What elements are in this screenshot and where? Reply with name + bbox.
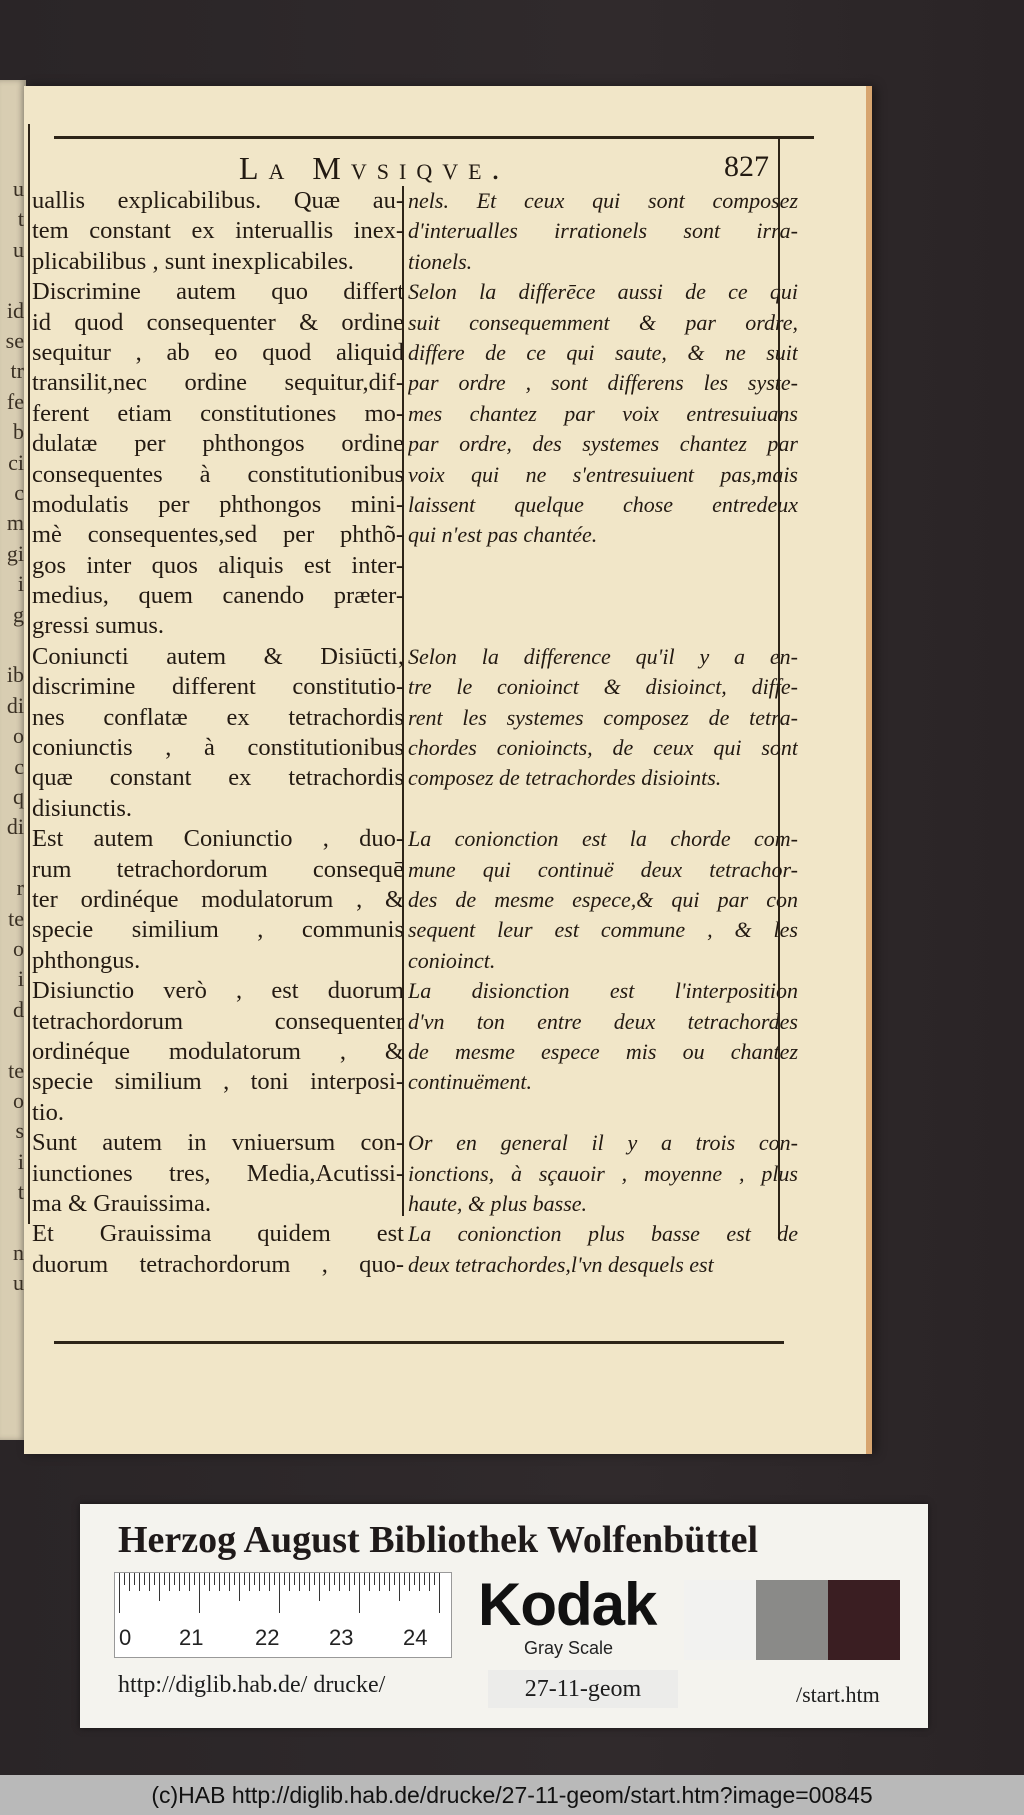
measurement-ruler <box>114 1572 452 1658</box>
french-column <box>408 186 798 1280</box>
ruler-tick <box>169 1573 170 1591</box>
ruler-label: 21 <box>179 1625 204 1650</box>
latin-line: Sunt autem in vniuersum con- <box>32 1129 404 1157</box>
ruler-tick <box>254 1573 255 1585</box>
ruler-tick <box>419 1573 420 1591</box>
french-line: mes chantez par voix entresuiuans <box>408 400 798 426</box>
french-line: rent les systemes composez de tetra- <box>408 704 798 730</box>
ruler-tick <box>304 1573 305 1585</box>
latin-line: coniunctis , à constitutionibus <box>32 734 404 762</box>
ruler-tick <box>414 1573 415 1585</box>
book-page <box>24 86 872 1454</box>
bottom-rule <box>54 1341 784 1344</box>
ruler-tick <box>349 1573 350 1591</box>
latin-line: Et Grauissima quidem est <box>32 1220 404 1248</box>
latin-line: medius, quem canendo præter- <box>32 582 404 610</box>
ruler-tick <box>309 1573 310 1591</box>
latin-line: specie similium , toni interposi- <box>32 1068 404 1096</box>
french-line: voix qui ne s'entresuiuent pas,mais <box>408 461 798 487</box>
left-border-rule <box>28 124 30 1224</box>
ruler-tick <box>379 1573 380 1591</box>
latin-line: rum tetrachordorum consequē <box>32 855 404 883</box>
latin-line: ferent etiam constitutiones mo- <box>32 399 404 427</box>
french-line: mune qui continuë deux tetrachor- <box>408 856 798 882</box>
ruler-tick <box>274 1573 275 1585</box>
ruler-tick <box>409 1573 410 1591</box>
strip-fragment: i <box>17 966 24 992</box>
strip-fragment: d <box>13 996 24 1022</box>
color-target-card <box>80 1504 928 1728</box>
french-line: differe de ce qui saute, & ne suit <box>408 339 798 365</box>
strip-fragment: c <box>14 480 24 505</box>
french-line: sequent leur est commune , & les <box>408 917 798 943</box>
french-line: deux tetrachordes,l'vn desquels est <box>408 1251 714 1277</box>
latin-line: Coniuncti autem & Disiūcti, <box>32 642 404 670</box>
french-line: La conionction est la chorde com- <box>408 826 798 852</box>
french-line: continuëment. <box>408 1069 533 1095</box>
french-line: haute, & plus basse. <box>408 1190 588 1216</box>
strip-fragment: o <box>13 936 24 961</box>
ruler-tick <box>439 1573 440 1613</box>
url-middle-part: 27-11-geom <box>488 1670 678 1708</box>
ruler-tick <box>244 1573 245 1585</box>
ruler-tick <box>189 1573 190 1591</box>
ruler-tick <box>269 1573 270 1591</box>
latin-line: ter ordinéque modulatorum , & <box>32 885 404 913</box>
ruler-tick <box>259 1573 260 1591</box>
french-line: La conionction plus basse est de <box>408 1221 798 1247</box>
blank-line <box>408 551 798 581</box>
ruler-tick <box>184 1573 185 1585</box>
url-right-part: /start.htm <box>796 1682 880 1707</box>
latin-line: Discrimine autem quo differt <box>32 278 404 306</box>
strip-fragment: c <box>14 753 24 779</box>
french-line: Or en general il y a trois con- <box>408 1130 798 1156</box>
ruler-tick <box>389 1573 390 1591</box>
french-line: qui n'est pas chantée. <box>408 522 598 548</box>
latin-line: modulatis per phthongos mini- <box>32 490 404 518</box>
french-line: Selon la difference qu'il y a en- <box>408 643 798 669</box>
ruler-tick <box>174 1573 175 1585</box>
latin-line: gos inter quos aliquis est inter- <box>32 551 404 579</box>
strip-fragment: t <box>17 1179 24 1205</box>
gray-patch-mid <box>756 1580 828 1660</box>
strip-fragment: u <box>13 236 24 262</box>
latin-line: sequitur , ab eo quod aliquid <box>32 338 404 366</box>
gray-scale-label: Gray Scale <box>524 1638 614 1658</box>
strip-fragment: t <box>17 206 24 232</box>
strip-fragment: gi <box>6 540 24 566</box>
ruler-tick <box>149 1573 150 1591</box>
ruler-tick <box>329 1573 330 1591</box>
latin-line: disiunctis. <box>32 794 133 822</box>
ruler-tick <box>279 1573 280 1613</box>
ruler-tick <box>399 1573 400 1601</box>
strip-fragment: id <box>6 297 24 323</box>
ruler-tick <box>264 1573 265 1585</box>
previous-page-edge <box>0 80 26 1440</box>
ruler-tick <box>404 1573 405 1585</box>
latin-line: dulatæ per phthongos ordine <box>32 430 404 458</box>
french-line: chordes conioincts, de ceux qui sont <box>408 735 798 761</box>
latin-line: mè consequentes,sed per phthõ- <box>32 521 404 549</box>
ruler-tick <box>324 1573 325 1585</box>
ruler-tick <box>369 1573 370 1591</box>
strip-fragment: tr <box>10 358 24 384</box>
ruler-tick <box>144 1573 145 1585</box>
ruler-tick <box>394 1573 395 1585</box>
ruler-tick <box>364 1573 365 1585</box>
strip-fragment: di <box>6 814 24 840</box>
ruler-tick <box>234 1573 235 1585</box>
latin-line: specie similium , communis <box>32 916 404 944</box>
strip-fragment: b <box>13 419 24 445</box>
strip-fragment: n <box>13 1240 24 1265</box>
latin-line: duorum tetrachordorum , quo- <box>32 1250 404 1278</box>
latin-line: tetrachordorum consequenter <box>32 1007 404 1035</box>
french-line: de mesme espece mis ou chantez <box>408 1038 798 1064</box>
blank-line <box>408 611 798 641</box>
ruler-tick <box>129 1573 130 1591</box>
ruler-label: 22 <box>255 1625 280 1650</box>
latin-line: ma & Grauissima. <box>32 1189 211 1217</box>
strip-fragment: u <box>13 1270 24 1296</box>
french-line: Selon la differēce aussi de ce qui <box>408 279 798 305</box>
ruler-tick <box>354 1573 355 1585</box>
top-rule <box>54 136 814 139</box>
ruler-tick <box>339 1573 340 1591</box>
french-line: ionctions, à sçauoir , moyenne , plus <box>408 1160 798 1186</box>
ruler-tick <box>204 1573 205 1585</box>
strip-fragment: se <box>5 328 24 353</box>
strip-fragment: te <box>8 1057 24 1083</box>
strip-fragment: te <box>8 905 24 931</box>
latin-line: id quod consequenter & ordine <box>32 308 404 336</box>
strip-fragment: i <box>17 1148 24 1174</box>
gray-patch-dark <box>828 1580 900 1660</box>
ruler-tick <box>294 1573 295 1585</box>
strip-fragment: o <box>13 723 24 749</box>
copyright-footer: (c)HAB http://diglib.hab.de/drucke/27-11-geom/start.htm?image=00845 <box>0 1775 1024 1815</box>
ruler-tick <box>124 1573 125 1585</box>
ruler-tick <box>424 1573 425 1585</box>
ruler-tick <box>249 1573 250 1591</box>
ruler-tick <box>209 1573 210 1591</box>
ruler-tick <box>344 1573 345 1585</box>
french-line: tionels. <box>408 248 473 274</box>
latin-line: transilit,nec ordine sequitur,dif- <box>32 369 404 397</box>
french-line: d'interualles irrationels sont irra- <box>408 218 798 244</box>
ruler-tick <box>164 1573 165 1585</box>
latin-line: ordinéque modulatorum , & <box>32 1037 404 1065</box>
latin-line: Disiunctio verò , est duorum <box>32 977 404 1005</box>
french-line: d'vn ton entre deux tetrachordes <box>408 1008 798 1034</box>
latin-line: iunctiones tres, Media,Acutissi- <box>32 1159 404 1187</box>
ruler-tick <box>319 1573 320 1601</box>
library-name: Herzog August Bibliothek Wolfenbüttel <box>118 1519 759 1561</box>
french-line: des de mesme espece,& qui par con <box>408 886 798 912</box>
strip-fragment: di <box>6 692 24 718</box>
strip-fragment: r <box>16 875 24 901</box>
strip-fragment: g <box>13 601 24 627</box>
latin-line: gressi sumus. <box>32 612 165 640</box>
ruler-tick <box>334 1573 335 1585</box>
running-head: La Mvsiqve. <box>239 150 510 186</box>
french-line: nels. Et ceux qui sont composez <box>408 188 798 213</box>
latin-line: uallis explicabilibus. Quæ au- <box>32 187 404 214</box>
ruler-label: 24 <box>403 1625 428 1650</box>
ruler-tick <box>384 1573 385 1585</box>
ruler-tick <box>134 1573 135 1585</box>
strip-fragment: o <box>13 1088 24 1113</box>
strip-fragment: ci <box>8 449 24 475</box>
latin-line: plicabilibus , sunt inexplicabiles. <box>32 247 354 275</box>
ruler-tick <box>219 1573 220 1591</box>
ruler-tick <box>179 1573 180 1591</box>
french-line: conioinct. <box>408 947 496 973</box>
strip-fragment: fe <box>6 388 24 414</box>
ruler-tick <box>289 1573 290 1591</box>
french-line: laissent quelque chose entredeux <box>408 491 798 517</box>
french-line: composez de tetrachordes disioints. <box>408 765 722 791</box>
ruler-tick <box>194 1573 195 1585</box>
ruler-tick <box>154 1573 155 1585</box>
ruler-tick <box>199 1573 200 1613</box>
ruler-tick <box>359 1573 360 1613</box>
ruler-tick <box>139 1573 140 1591</box>
ruler-tick <box>224 1573 225 1585</box>
kodak-logo: Kodak <box>478 1571 657 1638</box>
strip-fragment: ib <box>6 662 24 688</box>
ruler-tick <box>299 1573 300 1591</box>
url-left-part: http://diglib.hab.de/ drucke/ <box>118 1672 386 1698</box>
strip-fragment: s <box>15 1118 24 1144</box>
latin-line: tio. <box>32 1098 64 1126</box>
ruler-tick <box>239 1573 240 1601</box>
page-number: 827 <box>724 150 769 183</box>
latin-line: nes conflatæ ex tetrachordis <box>32 703 404 731</box>
ruler-tick <box>159 1573 160 1601</box>
blank-line <box>408 581 798 611</box>
ruler-label: 23 <box>329 1625 354 1650</box>
french-line: tre le conioinct & disioinct, diffe- <box>408 674 798 700</box>
latin-line: tem constant ex interuallis inex- <box>32 217 404 245</box>
ruler-tick <box>314 1573 315 1585</box>
ruler-label: 0 <box>119 1625 132 1650</box>
french-line: par ordre , sont differens les syste- <box>408 370 798 396</box>
french-line: suit consequemment & par ordre, <box>408 309 798 335</box>
ruler-tick <box>214 1573 215 1585</box>
strip-fragment: u <box>13 176 24 201</box>
french-line: La disionction est l'interposition <box>408 978 798 1004</box>
blank-line <box>408 794 798 824</box>
strip-fragment: i <box>17 571 24 597</box>
latin-column <box>32 186 404 1280</box>
strip-fragment: m <box>6 510 24 536</box>
latin-line: discrimine different constitutio- <box>32 673 404 701</box>
french-line: par ordre, des systemes chantez par <box>408 431 798 457</box>
latin-line: Est autem Coniunctio , duo- <box>32 825 404 853</box>
ruler-tick <box>119 1573 120 1613</box>
ruler-tick <box>374 1573 375 1585</box>
ruler-tick <box>229 1573 230 1591</box>
latin-line: consequentes à constitutionibus <box>32 460 404 488</box>
latin-line: phthongus. <box>32 946 141 974</box>
ruler-tick <box>434 1573 435 1585</box>
latin-line: quæ constant ex tetrachordis <box>32 764 404 792</box>
gray-patch-white <box>684 1580 756 1660</box>
blank-line <box>408 1098 798 1128</box>
strip-fragment: q <box>13 784 24 809</box>
ruler-tick <box>429 1573 430 1591</box>
ruler-tick <box>284 1573 285 1585</box>
